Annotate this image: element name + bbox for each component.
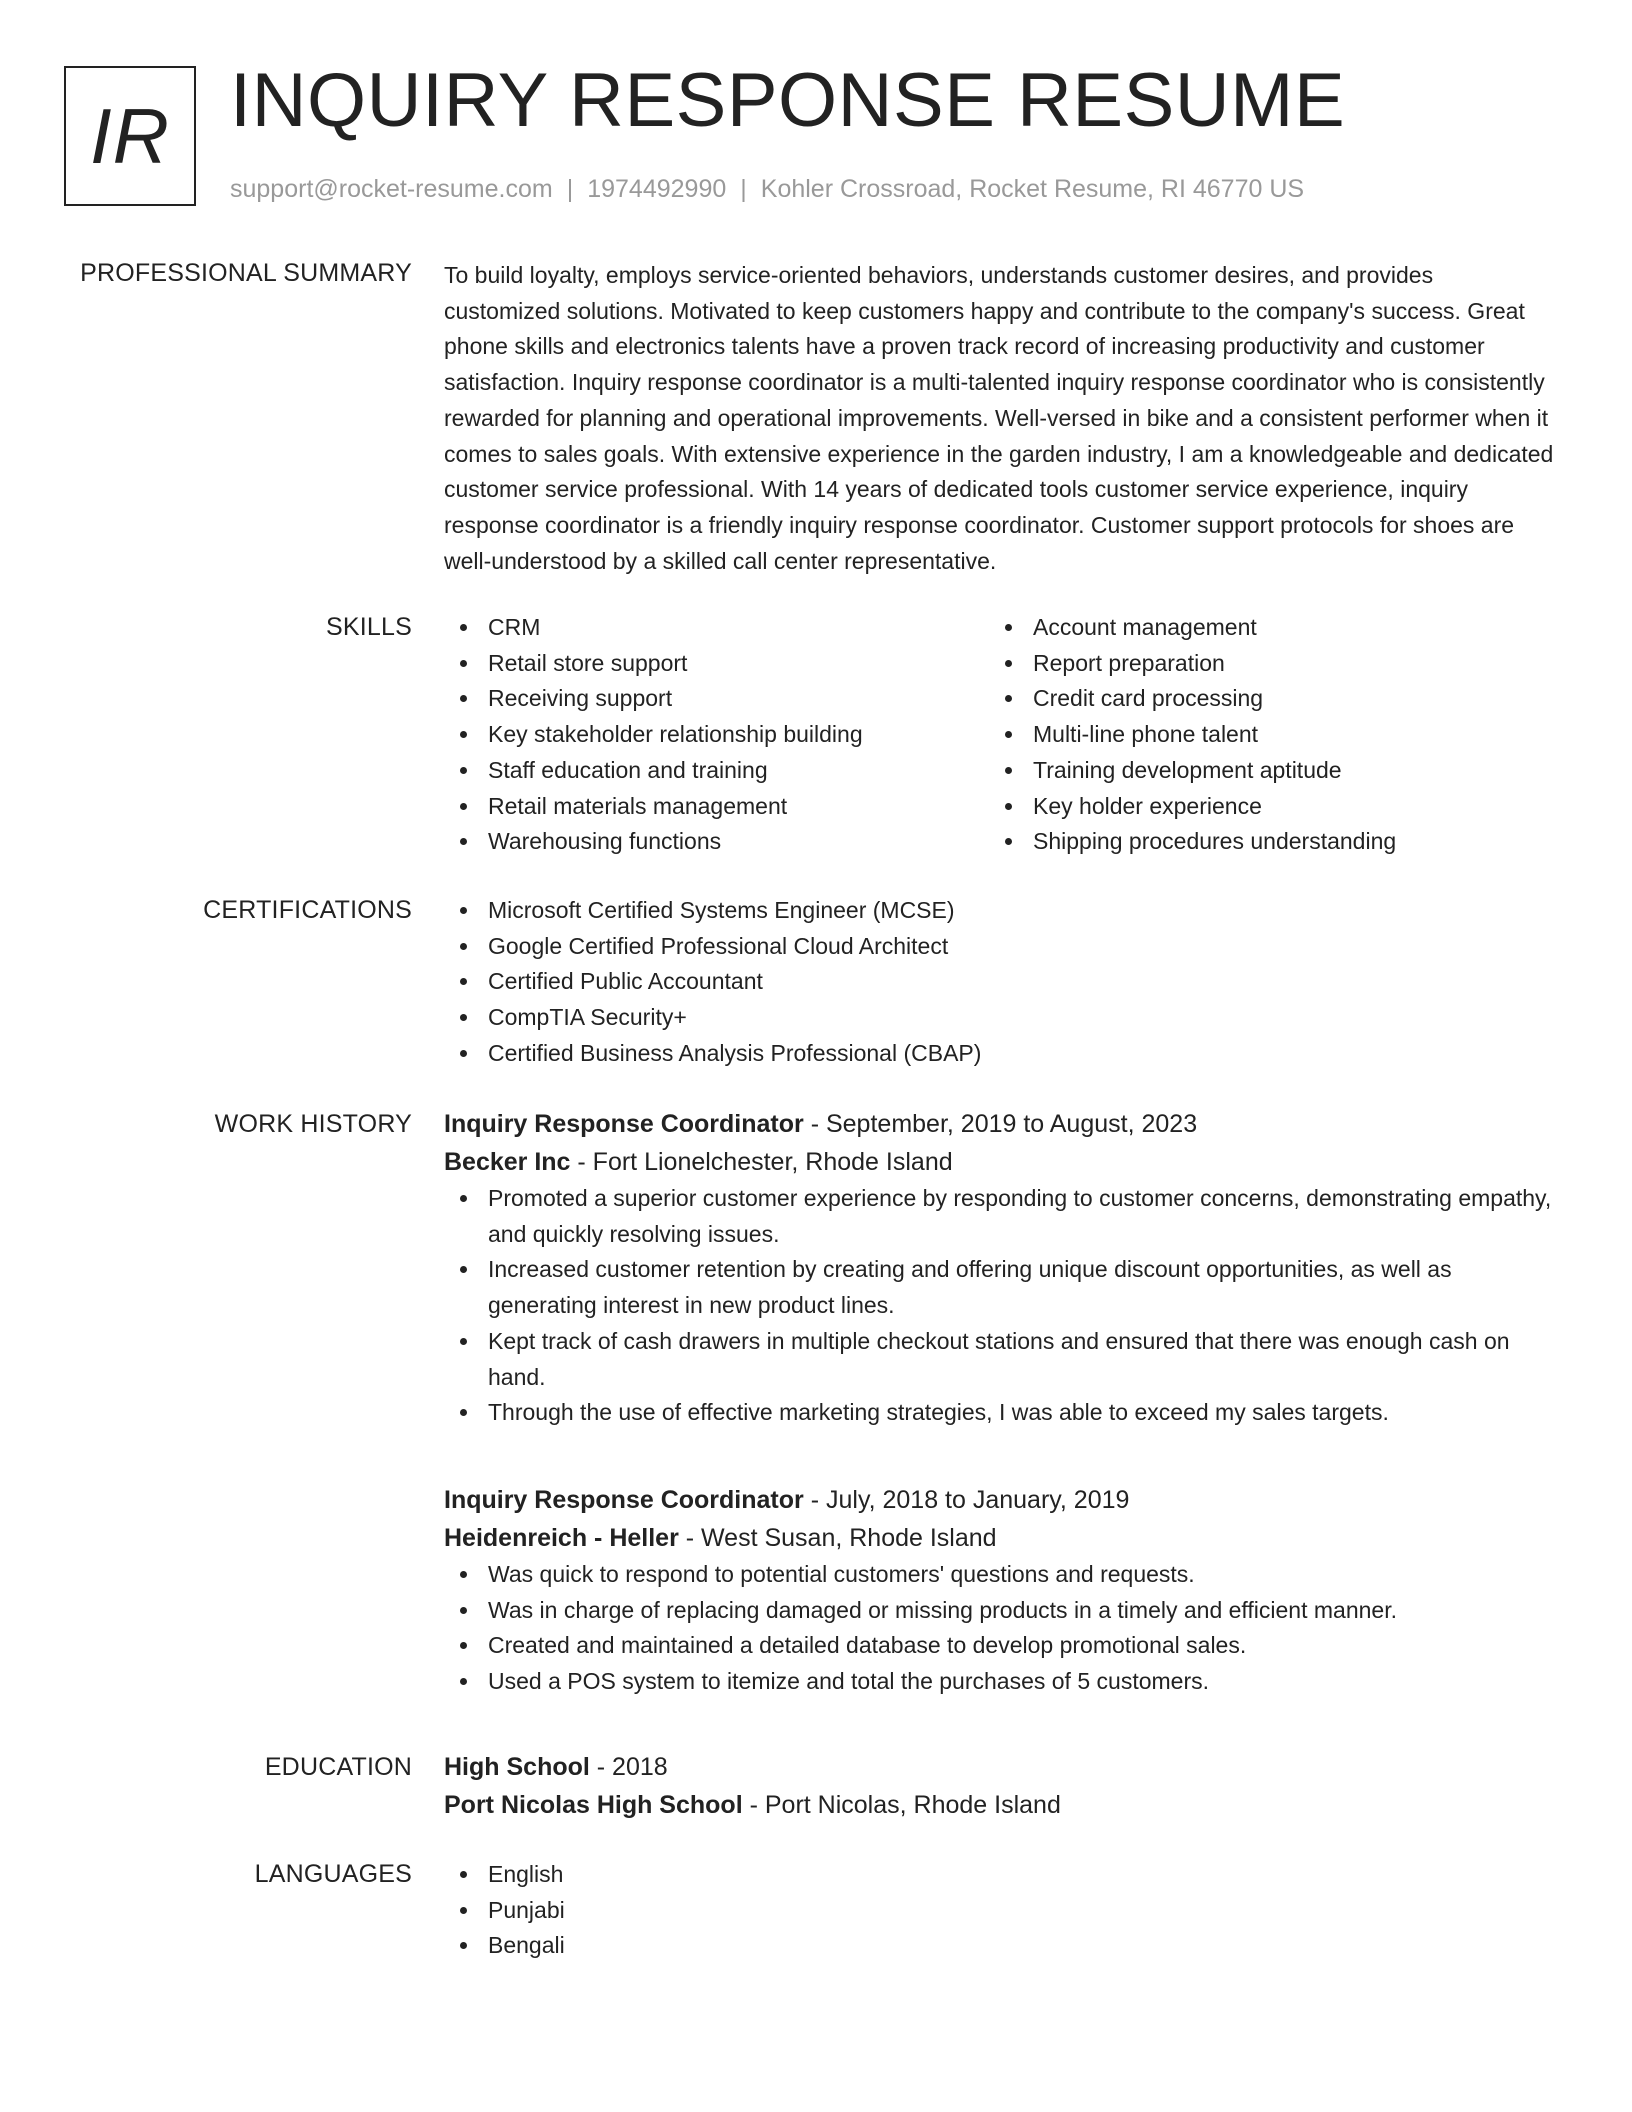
work-history-section-2 [444, 1481, 1554, 1700]
resume-title: INQUIRY RESPONSE RESUME [230, 58, 1346, 143]
skill-item: Receiving support [444, 681, 989, 717]
contact-email[interactable]: support@rocket-resume.com [230, 175, 553, 203]
job-company: Becker Inc [444, 1148, 571, 1176]
skill-item: Key stakeholder relationship building [444, 717, 989, 753]
education-school-line [444, 1786, 1554, 1824]
summary-heading: PROFESSIONAL SUMMARY [80, 259, 412, 287]
skills-heading: SKILLS [326, 613, 412, 641]
skill-item: Staff education and training [444, 753, 989, 789]
job-title: Inquiry Response Coordinator [444, 1486, 804, 1514]
skill-item: Multi-line phone talent [989, 717, 1534, 753]
job-company-line [444, 1143, 1554, 1181]
education-degree-line [444, 1748, 1554, 1786]
contact-separator: | [566, 175, 574, 203]
job-company: Heidenreich - Heller [444, 1524, 679, 1552]
job-entry [444, 1481, 1554, 1700]
skill-item: CRM [444, 610, 989, 646]
job-duties-list [444, 1181, 1554, 1431]
summary-text: To build loyalty, employs service-oriented behaviors, understands customer desires, and provides customized solutions. Motivated to keep customers happy and contribute to the company's success. Great phone skills and electronics talents have a proven track record of increasing productivity and customer satisfaction. Inquiry response coordinator is a multi-talented inquiry response coordinator who is consistently rewarded for planning and operational improvements. Well-versed in bike and a consistent performer when it comes to sales goals. With extensive experience in the garden industry, I am a knowledgeable and dedicated customer service professional. With 14 years of dedicated tools customer service experience, inquiry response coordinator is a friendly inquiry response coordinator. Customer support protocols for shoes are well-understood by a skilled call center representative. [444, 262, 1554, 574]
skill-item: Shipping procedures understanding [989, 824, 1534, 860]
skills-list-right [989, 610, 1534, 860]
job-title: Inquiry Response Coordinator [444, 1110, 804, 1138]
certification-item: Certified Business Analysis Professional (CBAP) [444, 1036, 1554, 1072]
job-location: - Fort Lionelchester, Rhode Island [570, 1148, 953, 1176]
certifications-list [444, 893, 1554, 1072]
job-duty-item: Was in charge of replacing damaged or missing products in a timely and efficient manner. [444, 1593, 1554, 1629]
work-history-heading: WORK HISTORY [214, 1110, 412, 1138]
skill-item: Retail materials management [444, 789, 989, 825]
monogram-logo: IR [64, 66, 196, 206]
skill-item: Key holder experience [989, 789, 1534, 825]
certifications-heading: CERTIFICATIONS [203, 896, 412, 924]
certification-item: Certified Public Accountant [444, 964, 1554, 1000]
skill-item: Credit card processing [989, 681, 1534, 717]
job-duty-item: Increased customer retention by creating and offering unique discount opportunities, as well as generating interest in new product lines. [444, 1252, 1554, 1323]
job-title-line [444, 1481, 1554, 1519]
certification-item: Google Certified Professional Cloud Architect [444, 929, 1554, 965]
job-duty-item: Promoted a superior customer experience by responding to customer concerns, demonstrating empathy, and quickly resolving issues. [444, 1181, 1554, 1252]
job-duties-list [444, 1557, 1554, 1700]
skill-item: Report preparation [989, 646, 1534, 682]
skills-list-left [444, 610, 989, 860]
languages-list [444, 1857, 1554, 1964]
languages-heading: LANGUAGES [254, 1860, 412, 1888]
skills-grid [444, 610, 1554, 860]
education-year: - 2018 [589, 1753, 668, 1781]
job-duty-item: Was quick to respond to potential customers' questions and requests. [444, 1557, 1554, 1593]
contact-phone: 1974492990 [587, 175, 727, 203]
skill-item: Account management [989, 610, 1534, 646]
job-location: - West Susan, Rhode Island [678, 1524, 997, 1552]
education-location: - Port Nicolas, Rhode Island [742, 1791, 1061, 1819]
summary-section [444, 258, 1554, 579]
language-item: English [444, 1857, 1554, 1893]
work-history-section [444, 1105, 1554, 1431]
job-entry [444, 1105, 1554, 1431]
language-item: Bengali [444, 1928, 1554, 1964]
certification-item: CompTIA Security+ [444, 1000, 1554, 1036]
skills-section [444, 610, 1554, 860]
job-dates: - July, 2018 to January, 2019 [803, 1486, 1130, 1514]
education-section [444, 1748, 1554, 1824]
skill-item: Warehousing functions [444, 824, 989, 860]
skill-item: Retail store support [444, 646, 989, 682]
job-company-line [444, 1519, 1554, 1557]
job-duty-item: Kept track of cash drawers in multiple checkout stations and ensured that there was enough cash on hand. [444, 1324, 1554, 1395]
skill-item: Training development aptitude [989, 753, 1534, 789]
languages-section [444, 1857, 1554, 1964]
certification-item: Microsoft Certified Systems Engineer (MCSE) [444, 893, 1554, 929]
certifications-section [444, 893, 1554, 1072]
education-school: Port Nicolas High School [444, 1791, 743, 1819]
education-degree: High School [444, 1753, 590, 1781]
job-dates: - September, 2019 to August, 2023 [803, 1110, 1198, 1138]
language-item: Punjabi [444, 1893, 1554, 1929]
job-title-line [444, 1105, 1554, 1143]
job-duty-item: Used a POS system to itemize and total the purchases of 5 customers. [444, 1664, 1554, 1700]
contact-address: Kohler Crossroad, Rocket Resume, RI 46770 US [760, 175, 1305, 203]
contact-line [230, 172, 1304, 206]
education-heading: EDUCATION [264, 1753, 412, 1781]
contact-separator: | [740, 175, 747, 203]
job-duty-item: Through the use of effective marketing strategies, I was able to exceed my sales targets. [444, 1395, 1554, 1431]
job-duty-item: Created and maintained a detailed database to develop promotional sales. [444, 1628, 1554, 1664]
